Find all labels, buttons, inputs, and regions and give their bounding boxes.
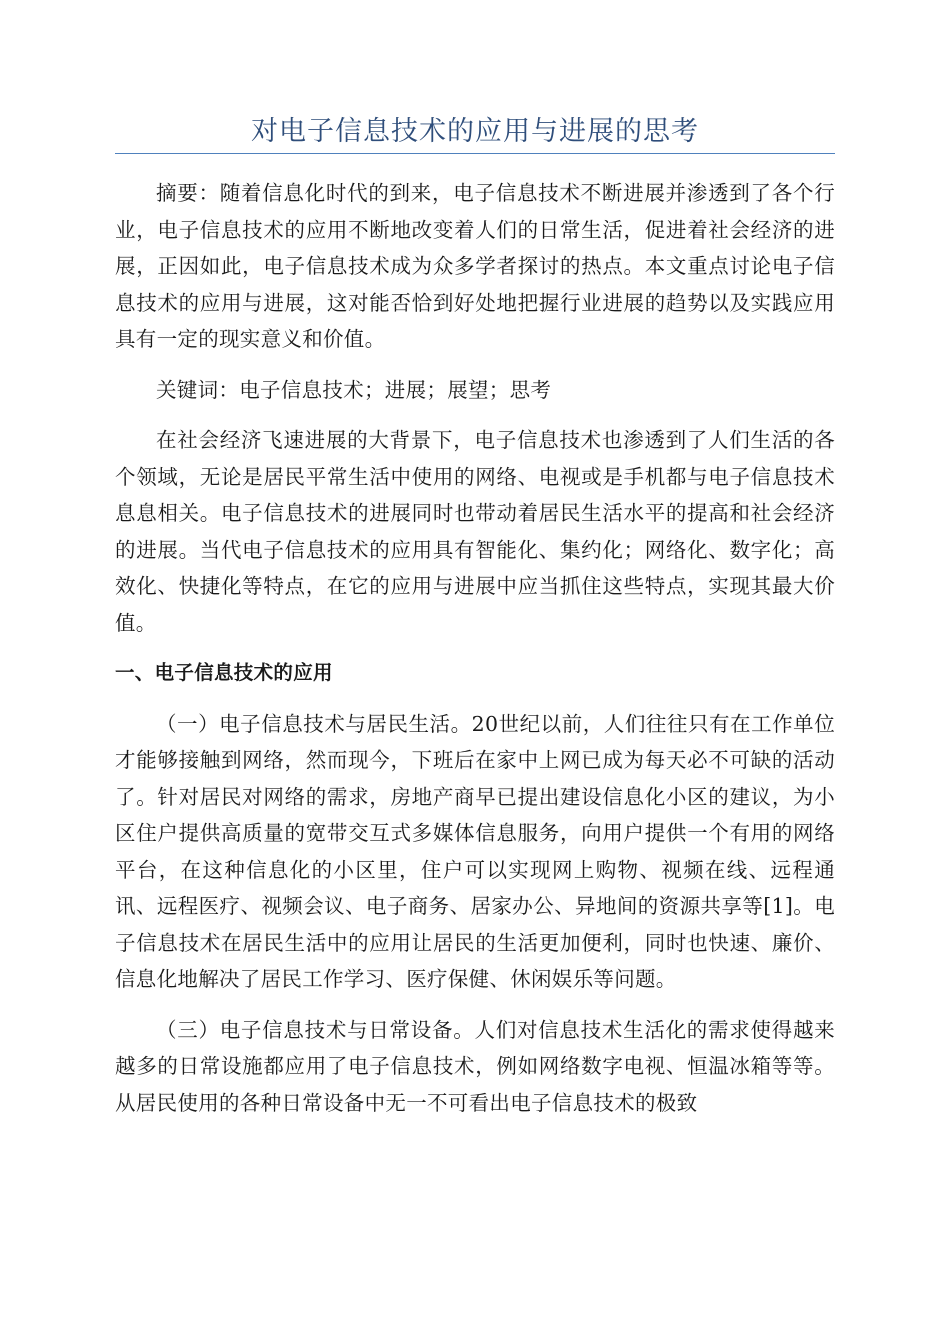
document-body (115, 175, 835, 1135)
section1-paragraph-3: （三）电子信息技术与日常设备。人们对信息技术生活化的需求使得越来越多的日常设施都应用了电子信息技术，例如网络数字电视、恒温冰箱等等。从居民使用的各种日常设备中无一不可看出电子信息技术的极致 (115, 1017, 835, 1115)
abstract-paragraph: 摘要：随着信息化时代的到来，电子信息技术不断进展并渗透到了各个行业，电子信息技术的应用不断地改变着人们的日常生活，促进着社会经济的进展，正因如此，电子信息技术成为众多学者探讨的热点。本文重点讨论电子信息技术的应用与进展，这对能否恰到好处地把握行业进展的趋势以及实践应用具有一定的现实意义和价值。 (115, 181, 835, 351)
section-heading: 一、电子信息技术的应用 (115, 661, 333, 684)
intro-paragraph: 在社会经济飞速进展的大背景下，电子信息技术也渗透到了人们生活的各个领域，无论是居民平常生活中使用的网络、电视或是手机都与电子信息技术息息相关。电子信息技术的进展同时也带动着居民生活水平的提高和社会经济的进展。当代电子信息技术的应用具有智能化、集约化；网络化、数字化；高效化、快捷化等特点，在它的应用与进展中应当抓住这些特点，实现其最大价值。 (115, 428, 835, 635)
keywords-paragraph: 关键词：电子信息技术；进展；展望；思考 (156, 377, 552, 402)
title-underline (115, 153, 835, 154)
document-title: 对电子信息技术的应用与进展的思考 (251, 116, 699, 147)
section1-paragraph-1: （一）电子信息技术与居民生活。20世纪以前，人们往往只有在工作单位才能够接触到网络，然而现今，下班后在家中上网已成为每天必不可缺的活动了。针对居民对网络的需求，房地产商早已提出建设信息化小区的建议，为小区住户提供高质量的宽带交互式多媒体信息服务，向用户提供一个有用的网络平台，在这种信息化的小区里，住户可以实现网上购物、视频在线、远程通讯、远程医疗、视频会议、电子商务、居家办公、异地间的资源共享等[1]。电子信息技术在居民生活中的应用让居民的生活更加便利，同时也快速、廉价、信息化地解决了居民工作学习、医疗保健、休闲娱乐等问题。 (115, 711, 835, 991)
